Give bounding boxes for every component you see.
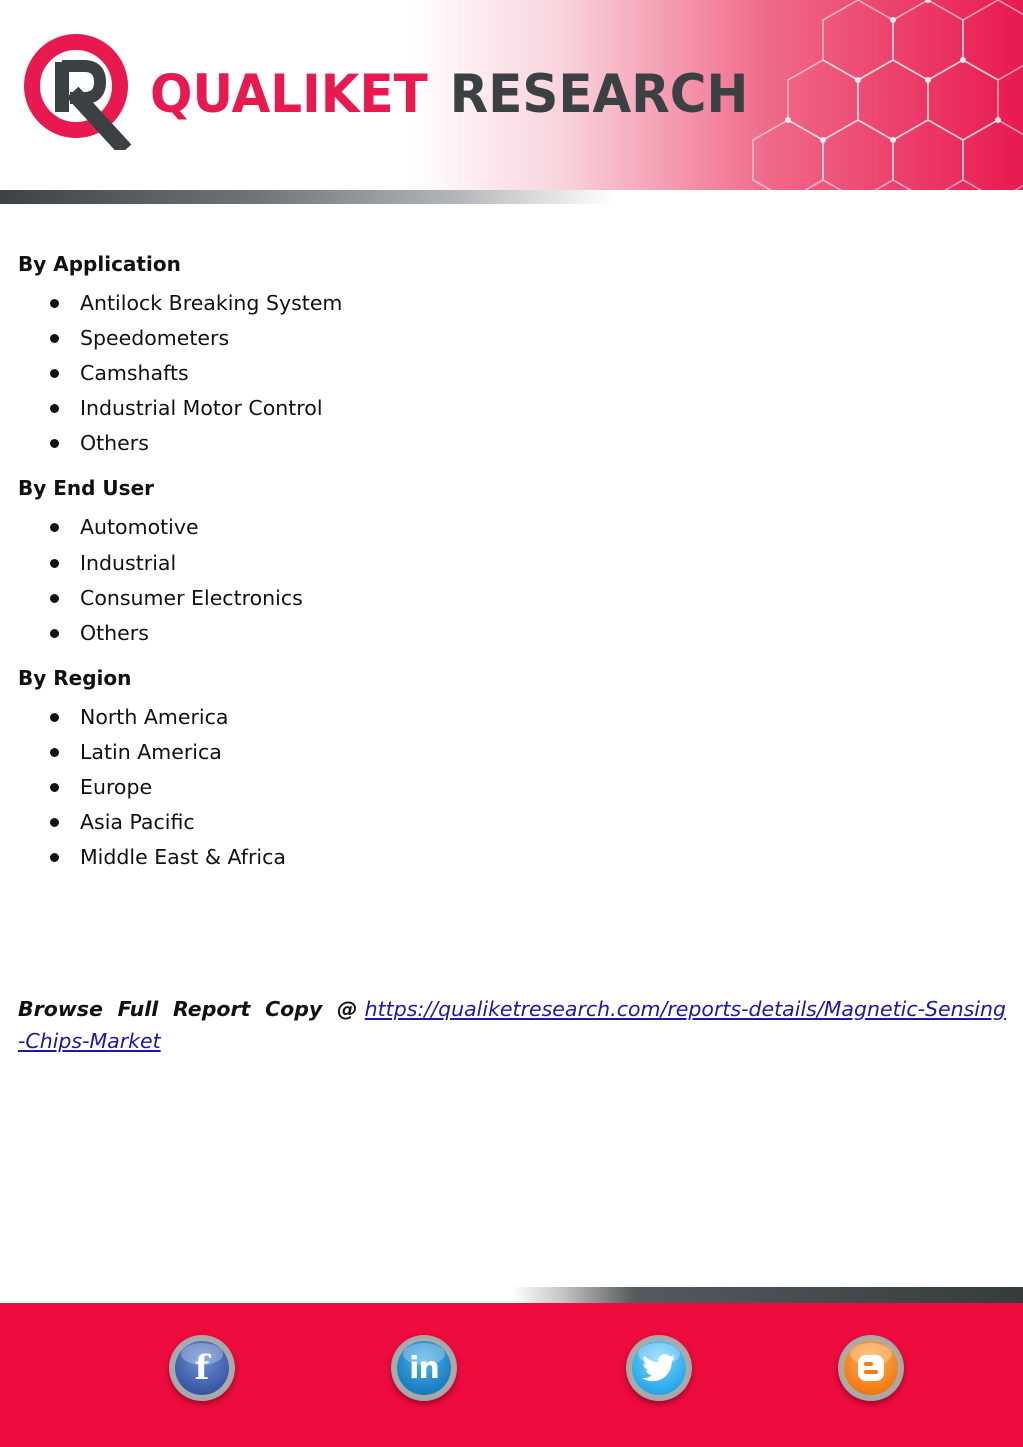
end-user-list [18, 510, 1008, 650]
section-title-end-user: By End User [18, 476, 154, 501]
blogger-icon[interactable] [838, 1335, 904, 1401]
section-title-application: By Application [18, 252, 181, 276]
list-item: Asia Pacific [18, 805, 1008, 840]
list-item: Automotive [18, 510, 1008, 545]
browse-report-paragraph [18, 993, 1006, 1057]
list-item: Others [18, 616, 1008, 651]
list-item: Speedometers [18, 321, 1008, 356]
footer-divider-bar [0, 1287, 1023, 1303]
report-link[interactable]: https://qualiketresearch.com/reports-details/Magnetic-Sensing-Chips-Market [18, 996, 1006, 1053]
list-item: Industrial Motor Control [18, 391, 1008, 426]
section-title-region: By Region [18, 665, 132, 690]
brand-secondary: RESEARCH [449, 63, 749, 125]
page-header [0, 0, 1023, 190]
list-item: Antilock Breaking System [18, 286, 1008, 321]
list-item: Consumer Electronics [18, 581, 1008, 616]
header-divider-bar [0, 190, 1023, 204]
list-item: Camshafts [18, 356, 1008, 391]
brand-name [150, 65, 748, 124]
list-item: Europe [18, 770, 1008, 805]
browse-label: Browse Full Report Copy @ [18, 996, 358, 1021]
facebook-icon[interactable]: f [169, 1335, 235, 1401]
twitter-icon[interactable] [626, 1335, 692, 1401]
list-item: Others [18, 426, 1008, 461]
application-list [18, 286, 1008, 461]
brand-primary: QUALIKET [150, 63, 428, 125]
list-item: North America [18, 700, 1008, 735]
qr-logo-icon [22, 32, 134, 150]
list-item: Middle East & Africa [18, 840, 1008, 875]
linkedin-icon[interactable]: in [391, 1335, 457, 1401]
segmentation-content [18, 248, 1008, 886]
list-item: Latin America [18, 735, 1008, 770]
list-item: Industrial [18, 546, 1008, 581]
region-list [18, 700, 1008, 875]
